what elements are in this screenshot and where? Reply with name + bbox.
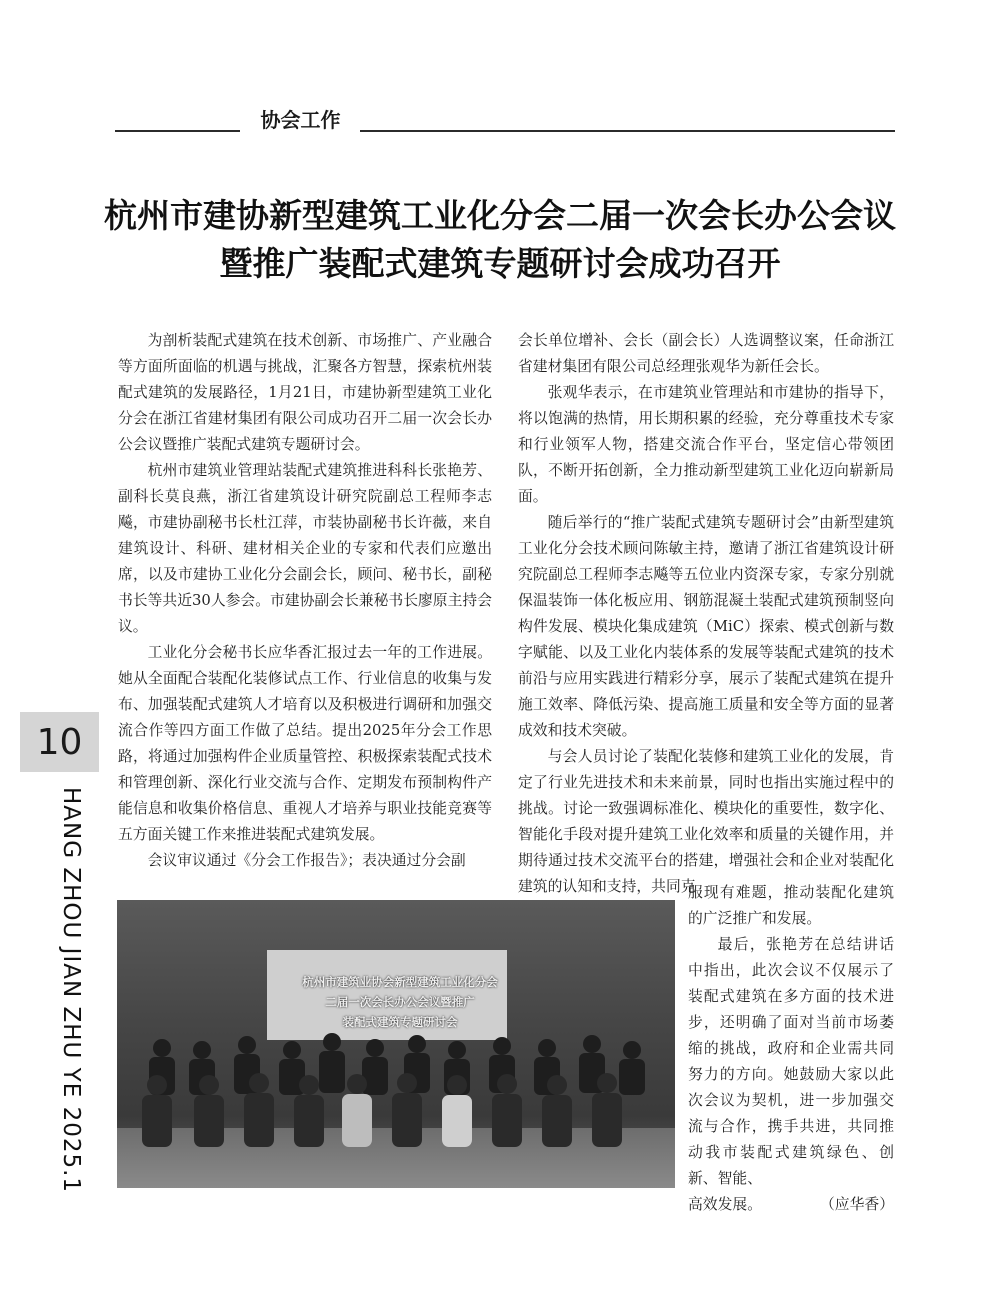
section-header	[115, 102, 895, 136]
paragraph: 会议审议通过《分会工作报告》；表决通过分会副	[147, 852, 466, 869]
group-photo	[117, 900, 675, 1188]
title-line-1: 杭州市建协新型建筑工业化分会二届一次会长办公会议	[104, 196, 896, 235]
page-number: 10	[20, 712, 99, 772]
closing-text: 高效发展。	[688, 1196, 762, 1213]
paragraph: 最后，张艳芳在总结讲话中指出，此次会议不仅展示了装配式建筑在多方面的技术进步，还明确了面对当前市场萎缩的挑战，政府和企业需共同努力的方向。她鼓励大家以此次会议为契机，进一步加强交流与合作，携手共进，共同推动我市装配式建筑绿色、创新、智能、	[688, 936, 894, 1187]
paragraph: 与会人员讨论了装配化装修和建筑工业化的发展，肯定了行业先进技术和未来前景，同时也指出实施过程中的挑战。讨论一致强调标准化、模块化的重要性，数字化、智能化手段对提升建筑工业化效率和质量的关键作用，并期待通过技术交流平台的搭建，增强社会和企业对装配化建筑的认知和支持，共同克	[518, 748, 894, 895]
header-rule-left	[115, 130, 240, 132]
people-silhouettes	[117, 900, 675, 1188]
paragraph: 张观华表示，在市建筑业管理站和市建协的指导下，将以饱满的热情，用长期积累的经验，充分尊重技术专家和行业领军人物，搭建交流合作平台，坚定信心带领团队，不断开拓创新，全力推动新型建筑工业化迈向崭新局面。	[518, 384, 894, 505]
closing-line	[688, 1192, 894, 1218]
paragraph: 随后举行的“推广装配式建筑专题研讨会”由新型建筑工业化分会技术顾问陈敏主持，邀请了浙江省建筑设计研究院副总工程师李志飚等五位业内资深专家，专家分别就保温装饰一体化板应用、钢筋混凝土装配式建筑预制竖向构件发展、模块化集成建筑（MiC）探索、模式创新与数字赋能、以及工业化内装体系的发展等装配式建筑的技术前沿与应用实践进行精彩分享，展示了装配式建筑在提升施工效率、降低污染、提高施工质量和安全等方面的显著成效和技术突破。	[518, 514, 894, 739]
paragraph: 杭州市建筑业管理站装配式建筑推进科科长张艳芳、副科长莫良燕，浙江省建筑设计研究院副总工程师李志飚，市建协副秘书长杜江萍，市装协副秘书长许薇，来自建筑设计、科研、建材相关企业的专家和代表们应邀出席，以及市建协工业化分会副会长，顾问、秘书长，副秘书长等共近30人参会。市建协副会长兼秘书长廖原主持会议。	[118, 462, 492, 635]
paragraph: 会长单位增补、会长（副会长）人选调整议案，任命浙江省建材集团有限公司总经理张观华为新任会长。	[518, 332, 894, 375]
photo-banner-text	[280, 972, 520, 1032]
header-rule-right	[360, 130, 895, 132]
paragraph: 工业化分会秘书长应华香汇报过去一年的工作进展。她从全面配合装配化装修试点工作、行业信息的收集与发布、加强装配式建筑人才培育以及积极进行调研和加强交流合作等四方面工作做了总结。提出2025年分会工作思路，将通过加强构件企业质量管控、积极探索装配式技术和管理创新、深化行业交流与合作、定期发布预制构件产能信息和收集价格信息、重视人才培养与职业技能竞赛等五方面关键工作来推进装配式建筑发展。	[118, 644, 492, 843]
magazine-running-title: HANG ZHOU JIAN ZHU YE 2025.1	[58, 787, 84, 1194]
text-column-1	[118, 328, 492, 874]
author-byline: （应华香）	[820, 1196, 894, 1213]
title-line-2: 暨推广装配式建筑专题研讨会成功召开	[219, 244, 781, 283]
paragraph: 为剖析装配式建筑在技术创新、市场推广、产业融合等方面所面临的机遇与挑战，汇聚各方智慧，探索杭州装配式建筑的发展路径，1月21日，市建协新型建筑工业化分会在浙江省建材集团有限公司成功召开二届一次会长办公会议暨推广装配式建筑专题研讨会。	[118, 332, 492, 453]
section-label: 协会工作	[260, 108, 341, 132]
banner-line-1: 杭州市建筑业协会新型建筑工业化分会	[302, 975, 498, 989]
banner-line-2: 二届一次会长办公会议暨推广	[325, 995, 475, 1009]
banner-line-3: 装配式建筑专题研讨会	[342, 1015, 458, 1029]
text-column-2	[518, 328, 894, 900]
article-title	[80, 192, 920, 288]
text-column-3	[688, 880, 894, 1218]
paragraph: 服现有难题，推动装配化建筑的广泛推广和发展。	[688, 884, 894, 927]
